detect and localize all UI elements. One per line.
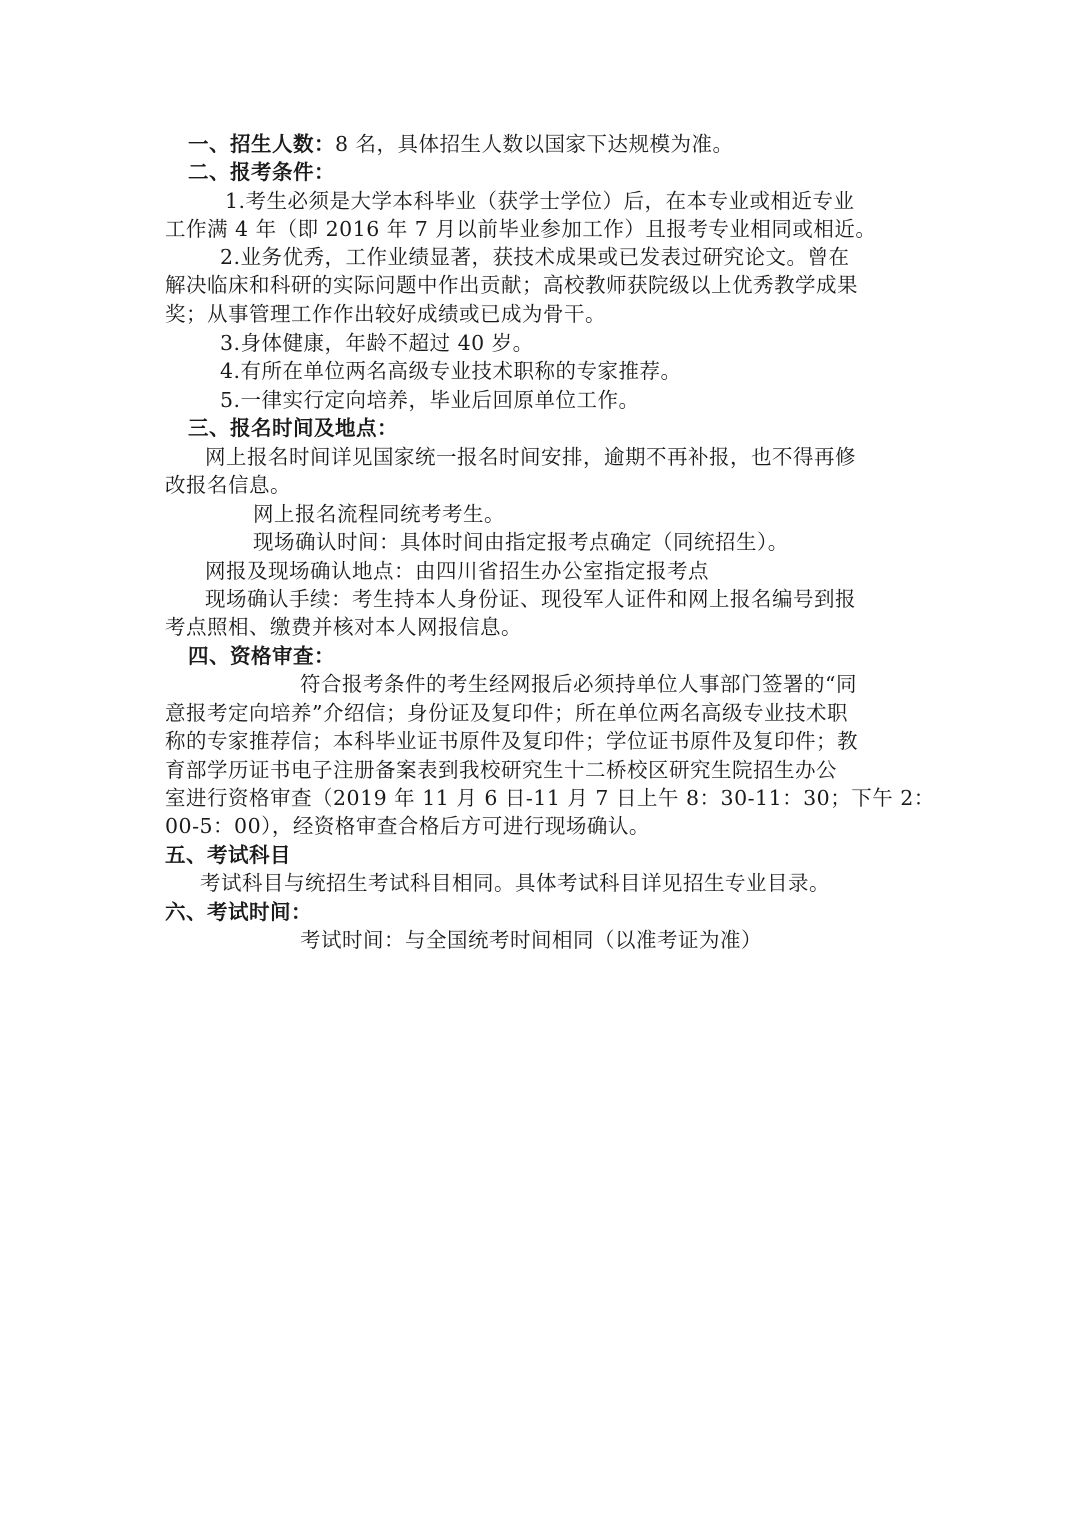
exam-time: 考试时间：与全国统考时间相同（以准考证为准） [300, 928, 762, 952]
confirmation-procedure-line-1: 现场确认手续：考生持本人身份证、现役军人证件和网上报名编号到报 [205, 587, 856, 611]
section-5-heading: 五、考试科目 [165, 843, 291, 867]
condition-1-line-2: 工作满 4 年（即 2016 年 7 月以前毕业参加工作）且报考专业相同或相近。 [165, 217, 877, 241]
section-1-text: 8 名，具体招生人数以国家下达规模为准。 [335, 132, 734, 156]
qualification-line-6: 00-5：00），经资格审查合格后方可进行现场确认。 [165, 814, 650, 838]
condition-2-line-2: 解决临床和科研的实际问题中作出贡献；高校教师获院级以上优秀教学成果 [165, 273, 858, 297]
condition-2-line-1: 2.业务优秀，工作业绩显著，获技术成果或已发表过研究论文。曾在 [220, 245, 850, 269]
condition-4: 4.有所在单位两名高级专业技术职称的专家推荐。 [220, 359, 682, 383]
section-2-heading: 二、报考条件： [188, 160, 335, 184]
qualification-line-2: 意报考定向培养”介绍信；身份证及复印件；所在单位两名高级专业技术职 [165, 701, 848, 725]
qualification-line-5: 室进行资格审查（2019 年 11 月 6 日-11 月 7 日上午 8：30-11：30；下午 2： [165, 786, 935, 810]
confirmation-time: 现场确认时间：具体时间由指定报考点确定（同统招生）。 [253, 530, 789, 554]
confirmation-procedure-line-2: 考点照相、缴费并核对本人网报信息。 [165, 615, 522, 639]
exam-subjects: 考试科目与统招生考试科目相同。具体考试科目详见招生专业目录。 [200, 871, 830, 895]
qualification-line-4: 育部学历证书电子注册备案表到我校研究生十二桥校区研究生院招生办公 [165, 758, 837, 782]
section-1-line [188, 130, 734, 158]
section-4-heading: 四、资格审查： [188, 644, 335, 668]
condition-3: 3.身体健康，年龄不超过 40 岁。 [220, 331, 534, 355]
condition-1-line-1: 1.考生必须是大学本科毕业（获学士学位）后，在本专业或相近专业 [225, 189, 855, 213]
section-1-heading: 一、招生人数： [188, 132, 335, 156]
registration-time-line-1: 网上报名时间详见国家统一报名时间安排，逾期不再补报，也不得再修 [205, 445, 856, 469]
registration-process: 网上报名流程同统考考生。 [253, 502, 505, 526]
confirmation-location: 网报及现场确认地点：由四川省招生办公室指定报考点 [205, 559, 709, 583]
qualification-line-1: 符合报考条件的考生经网报后必须持单位人事部门签署的“同 [300, 672, 857, 696]
qualification-line-3: 称的专家推荐信；本科毕业证书原件及复印件；学位证书原件及复印件；教 [165, 729, 858, 753]
condition-5: 5.一律实行定向培养，毕业后回原单位工作。 [220, 388, 640, 412]
condition-2-line-3: 奖；从事管理工作作出较好成绩或已成为骨干。 [165, 302, 606, 326]
registration-time-line-2: 改报名信息。 [165, 473, 291, 497]
section-3-heading: 三、报名时间及地点： [188, 416, 398, 440]
section-6-heading: 六、考试时间： [165, 900, 312, 924]
